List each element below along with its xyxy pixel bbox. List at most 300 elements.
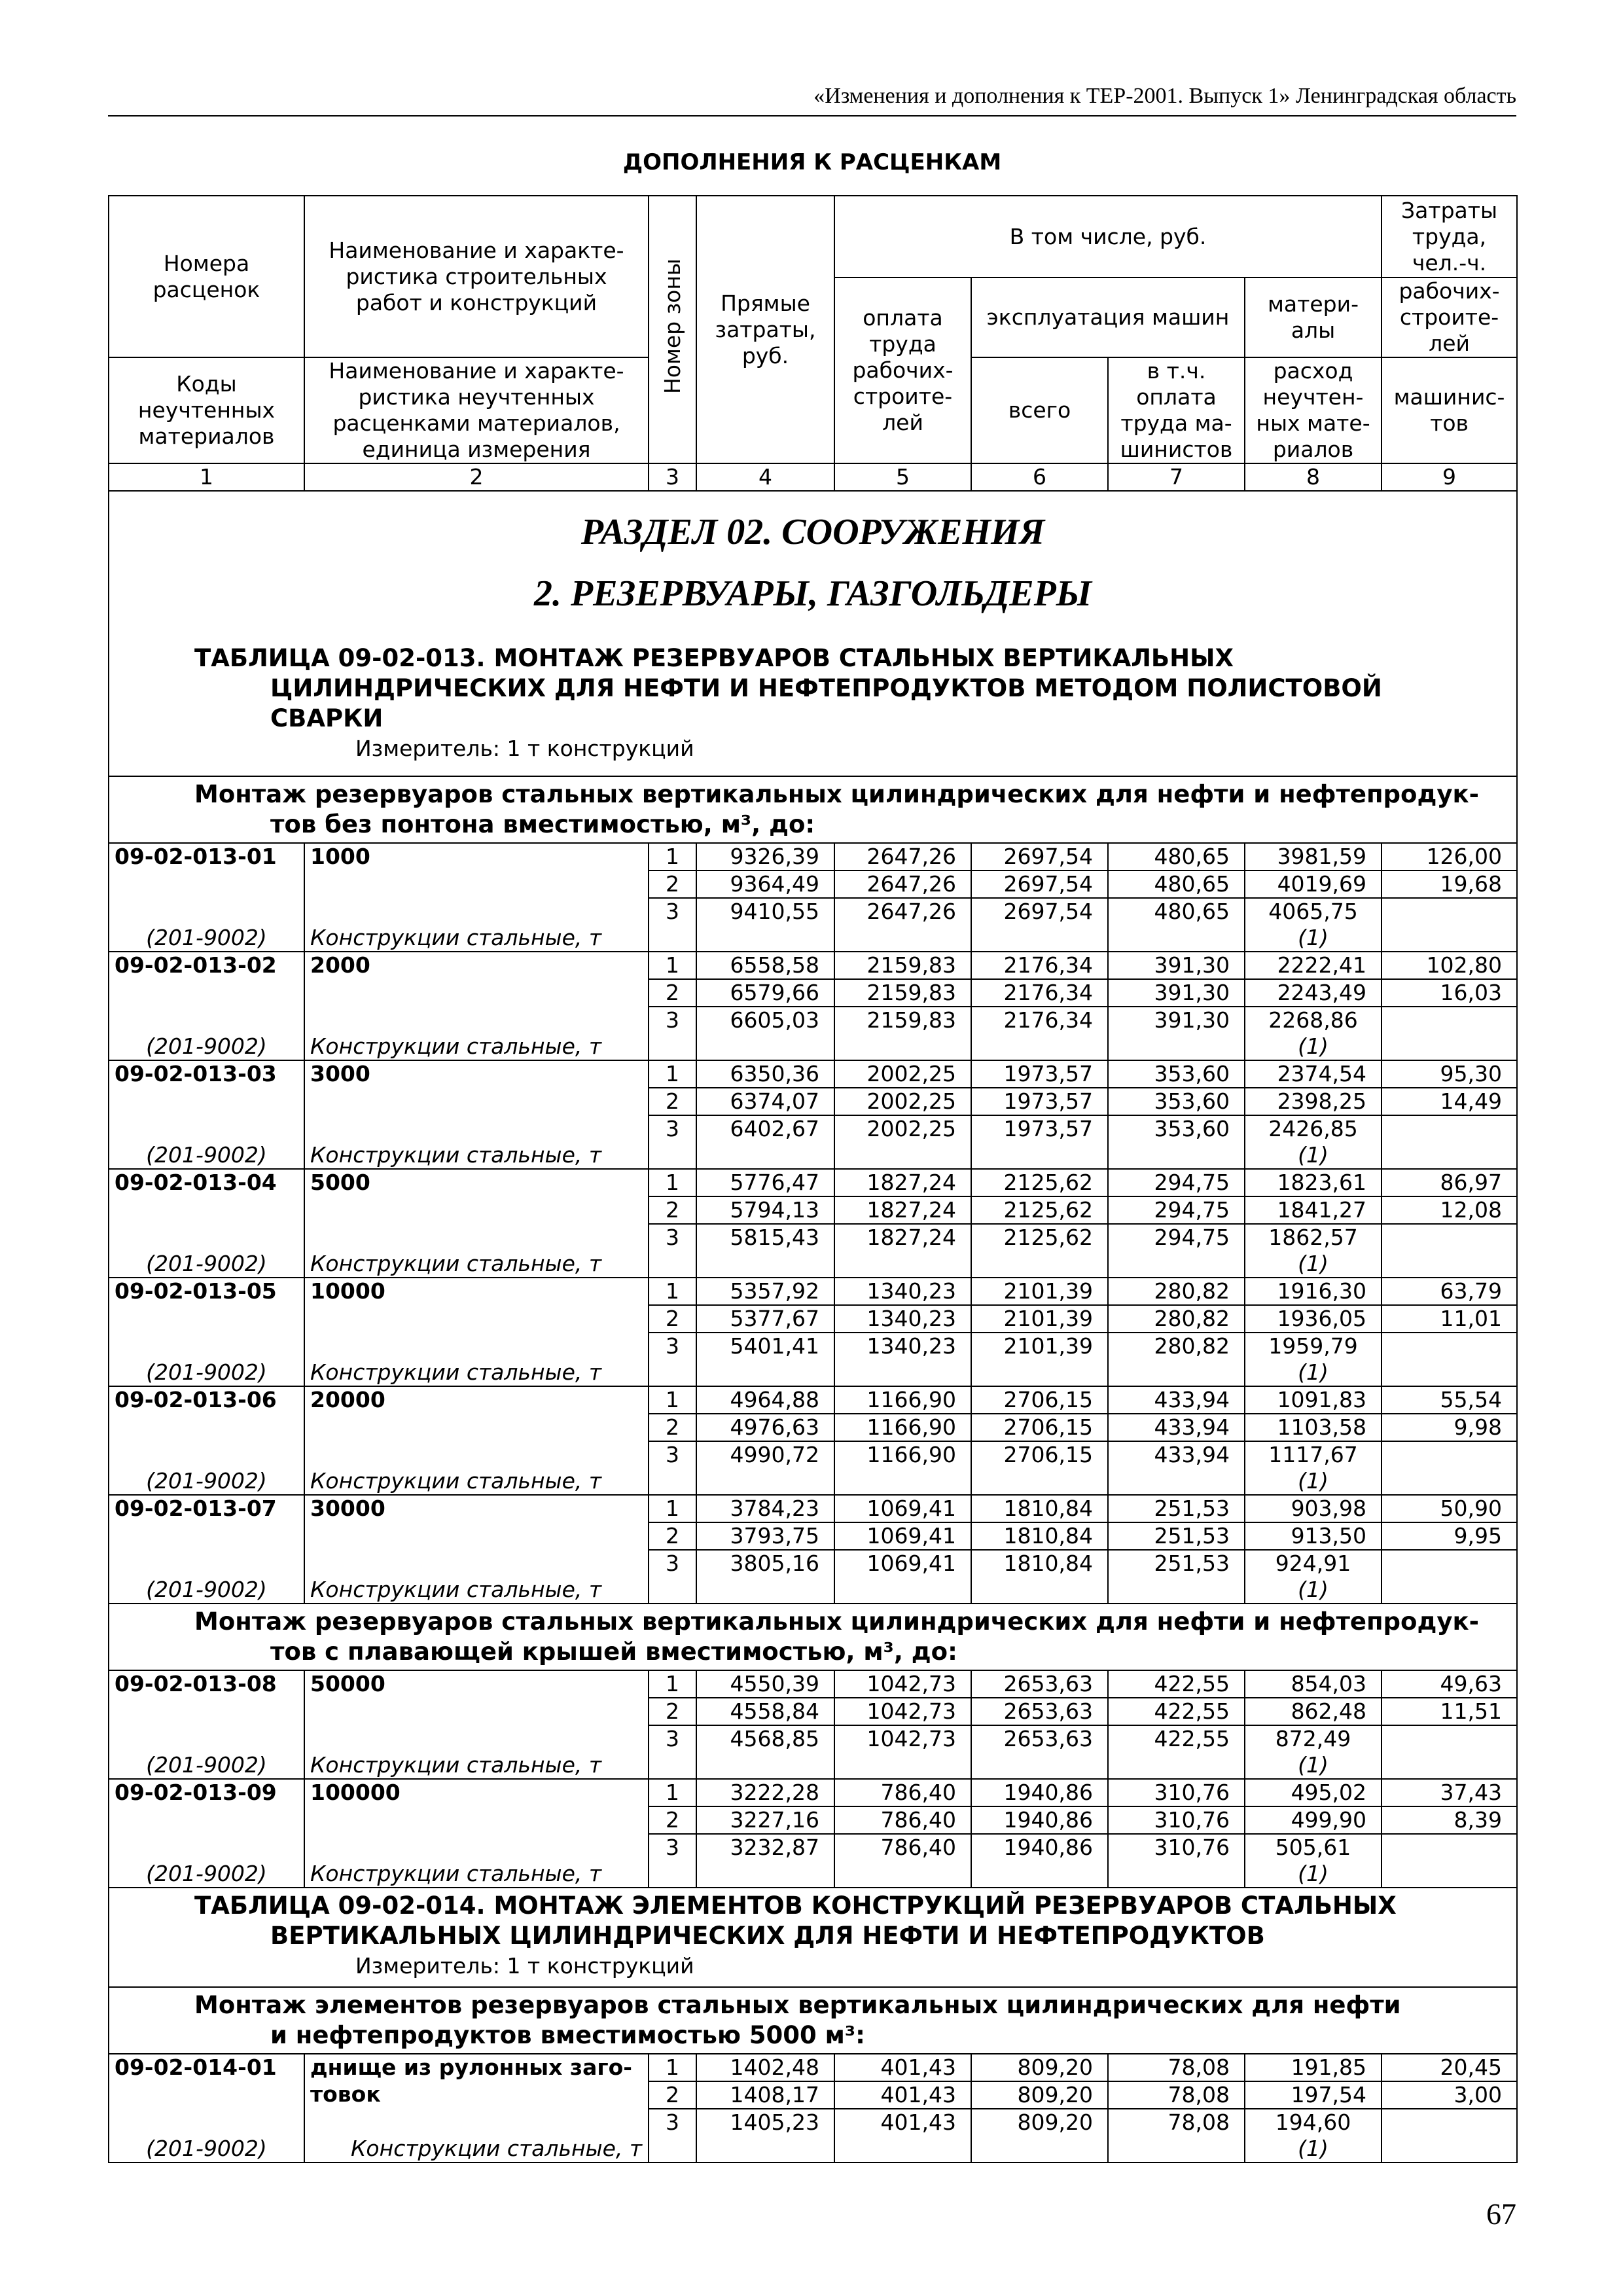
materials-value [1245,1007,1382,1060]
col-number: 4 [696,463,834,491]
zone-number: 2 [649,1196,696,1224]
subtitle1-line2: тов без понтона вместимостью, м³, до: [270,810,815,838]
rate-name-cont [304,1698,649,1725]
direct-costs-value: 9326,39 [696,843,834,870]
materials-value [1245,1834,1382,1888]
materials-value: 1841,27 [1245,1196,1382,1224]
machines-total-value: 2697,54 [971,843,1108,870]
rate-code-cont [109,1806,304,1834]
table-row [109,1060,1517,1088]
machines-total-value: 1810,84 [971,1550,1108,1604]
wages-value: 1069,41 [834,1550,971,1604]
materials-value: 2374,54 [1245,1060,1382,1088]
subtitle2-line2: тов с плавающей крышей вместимостью, м³, до: [270,1638,957,1666]
machinist-wages-value: 433,94 [1108,1414,1245,1441]
rates-group-b [109,1670,1517,1888]
direct-costs-value: 6350,36 [696,1060,834,1088]
header-unaccounted-materials: расход неучтен-ных мате-риалов [1245,357,1382,463]
rates-table [108,195,1518,2163]
zone-number: 3 [649,1224,696,1278]
wages-value: 786,40 [834,1834,971,1888]
col-number: 3 [649,463,696,491]
subtitle1-row [109,776,1517,843]
zone-number: 1 [649,2054,696,2081]
machinist-wages-value: 251,53 [1108,1550,1245,1604]
rate-name: 10000 [304,1278,649,1305]
machinist-wages-value: 78,08 [1108,2109,1245,2162]
rate-code-cont [109,2081,304,2109]
page-number: 67 [1486,2197,1516,2231]
material-name: Конструкции стальные, т [304,1441,649,1495]
table2-title-line1: ТАБЛИЦА 09-02-014. МОНТАЖ ЭЛЕМЕНТОВ КОНСТРУКЦИЙ РЕЗЕРВУАРОВ СТАЛЬНЫХ [194,1892,1397,1920]
table-row [109,952,1517,979]
machinist-wages-value: 78,08 [1108,2054,1245,2081]
wages-value: 2647,26 [834,843,971,870]
machinist-wages-value: 480,65 [1108,870,1245,898]
material-code: (201-9002) [109,1333,304,1386]
rate-name: 50000 [304,1670,649,1698]
material-code: (201-9002) [109,1115,304,1169]
machines-total-value: 2101,39 [971,1333,1108,1386]
zone-number: 2 [649,979,696,1007]
direct-costs-value: 9364,49 [696,870,834,898]
table-row [109,1305,1517,1333]
labor-machinists-value [1382,1550,1517,1604]
material-name: Конструкции стальные, т [304,1550,649,1604]
header-workers: рабочих-строите-лей [1382,278,1517,357]
machines-total-value: 1940,86 [971,1834,1108,1888]
materials-value: 197,54 [1245,2081,1382,2109]
col-number: 2 [304,463,649,491]
zone-number: 1 [649,843,696,870]
materials-value: 2268,86 [1268,1007,1358,1033]
wages-value: 401,43 [834,2054,971,2081]
table2-subtitle-line2: и нефтепродуктов вместимостью 5000 м³: [270,2021,865,2049]
rate-code-cont [109,1196,304,1224]
wages-value: 1042,73 [834,1670,971,1698]
direct-costs-value: 3232,87 [696,1834,834,1888]
machinist-wages-value: 280,82 [1108,1278,1245,1305]
direct-costs-value: 5377,67 [696,1305,834,1333]
materials-value: 913,50 [1245,1522,1382,1550]
table1-title-line2: ЦИЛИНДРИЧЕСКИХ ДЛЯ НЕФТИ И НЕФТЕПРОДУКТОВ МЕТОДОМ ПОЛИСТОВОЙ [270,674,1382,702]
table-row [109,1698,1517,1725]
machinist-wages-value: 391,30 [1108,979,1245,1007]
supplement-title: ДОПОЛНЕНИЯ К РАСЦЕНКАМ [622,149,1002,175]
wages-value: 2159,83 [834,1007,971,1060]
table-row [109,1414,1517,1441]
direct-costs-value: 3793,75 [696,1522,834,1550]
wages-value: 2002,25 [834,1088,971,1115]
rate-code-cont [109,979,304,1007]
materials-value: 191,85 [1245,2054,1382,2081]
machinist-wages-value: 480,65 [1108,898,1245,952]
direct-costs-value: 5776,47 [696,1169,834,1196]
rate-name-cont [304,1806,649,1834]
zone-number: 3 [649,1115,696,1169]
table-row [109,2109,1517,2162]
materials-value: 505,61 [1275,1835,1351,1860]
materials-value: 1823,61 [1245,1169,1382,1196]
direct-costs-value: 4976,63 [696,1414,834,1441]
labor-machinists-value [1382,2109,1517,2162]
rate-name: 3000 [304,1060,649,1088]
machines-total-value: 1973,57 [971,1060,1108,1088]
labor-machinists-value [1382,1115,1517,1169]
material-name: Конструкции стальные, т [304,1333,649,1386]
rate-code-cont [109,1305,304,1333]
table-row [109,1725,1517,1779]
table-row [109,1333,1517,1386]
rate-code: 09-02-013-01 [109,843,304,870]
wages-value: 1166,90 [834,1386,971,1414]
machines-total-value: 2176,34 [971,1007,1108,1060]
material-code: (201-9002) [109,2109,304,2162]
zone-number: 3 [649,2109,696,2162]
rate-code: 09-02-013-05 [109,1278,304,1305]
header-machinists: машинис-тов [1382,357,1517,463]
labor-machinists-value: 11,51 [1382,1698,1517,1725]
machines-total-value: 2706,15 [971,1441,1108,1495]
rate-code: 09-02-013-04 [109,1169,304,1196]
wages-value: 2647,26 [834,898,971,952]
labor-machinists-value: 12,08 [1382,1196,1517,1224]
subtitle2-line1: Монтаж резервуаров стальных вертикальных цилиндрических для нефти и нефтепродук- [194,1607,1479,1636]
direct-costs-value: 4568,85 [696,1725,834,1779]
rate-name-cont [304,870,649,898]
rate-code-cont [109,870,304,898]
materials-value: 2426,85 [1268,1116,1358,1141]
direct-costs-value: 6558,58 [696,952,834,979]
materials-value: 924,91 [1275,1551,1351,1576]
materials-value [1245,898,1382,952]
materials-value: 1916,30 [1245,1278,1382,1305]
direct-costs-value: 5794,13 [696,1196,834,1224]
header-rule [108,115,1516,117]
wages-value: 1340,23 [834,1333,971,1386]
labor-machinists-value [1382,898,1517,952]
labor-workers-value: 50,90 [1382,1495,1517,1522]
materials-value: 4019,69 [1245,870,1382,898]
zone-number: 1 [649,952,696,979]
direct-costs-value: 5357,92 [696,1278,834,1305]
machines-total-value: 1973,57 [971,1115,1108,1169]
material-ref: (1) [1298,925,1329,950]
table1-title [109,643,1516,764]
wages-value: 2647,26 [834,870,971,898]
material-ref: (1) [1298,1251,1329,1276]
material-ref: (1) [1298,1142,1329,1168]
table2-subtitle [109,1987,1517,2054]
rate-code: 09-02-013-02 [109,952,304,979]
header-zone [649,196,696,463]
zone-number: 2 [649,1806,696,1834]
machinist-wages-value: 422,55 [1108,1725,1245,1779]
material-ref: (1) [1298,1752,1329,1778]
machines-total-value: 2653,63 [971,1670,1108,1698]
labor-machinists-value [1382,1333,1517,1386]
machines-total-value: 1810,84 [971,1522,1108,1550]
machinist-wages-value: 251,53 [1108,1522,1245,1550]
material-ref: (1) [1298,1861,1329,1886]
group-title: 2. РЕЗЕРВУАРЫ, ГАЗГОЛЬДЕРЫ [533,573,1092,614]
section-title: РАЗДЕЛ 02. СООРУЖЕНИЯ [580,512,1045,552]
zone-number: 2 [649,1088,696,1115]
material-name: Конструкции стальные, т [304,1115,649,1169]
materials-value: 1103,58 [1245,1414,1382,1441]
wages-value: 401,43 [834,2081,971,2109]
machinist-wages-value: 422,55 [1108,1698,1245,1725]
table-row [109,2054,1517,2081]
zone-number: 2 [649,1305,696,1333]
zone-number: 1 [649,1670,696,1698]
machines-total-value: 1940,86 [971,1779,1108,1806]
col-number: 1 [109,463,304,491]
zone-number: 2 [649,1414,696,1441]
materials-value: 2398,25 [1245,1088,1382,1115]
subtitle1 [109,776,1517,843]
table-row [109,1834,1517,1888]
section-heading-cell [109,491,1517,776]
rate-name-cont [304,1196,649,1224]
table-row [109,2081,1517,2109]
wages-value: 1069,41 [834,1522,971,1550]
machinist-wages-value: 78,08 [1108,2081,1245,2109]
machines-total-value: 2125,62 [971,1169,1108,1196]
header-rate-numbers: Номера расценок [109,196,304,357]
direct-costs-value: 9410,55 [696,898,834,952]
direct-costs-value: 3805,16 [696,1550,834,1604]
labor-machinists-value: 9,95 [1382,1522,1517,1550]
machines-total-value: 809,20 [971,2109,1108,2162]
zone-number: 3 [649,1007,696,1060]
material-name: Конструкции стальные, т [304,1834,649,1888]
materials-value: 194,60 [1275,2109,1351,2135]
col-number: 9 [1382,463,1517,491]
material-ref: (1) [1298,2136,1329,2161]
table-row [109,1196,1517,1224]
machinist-wages-value: 294,75 [1108,1196,1245,1224]
rate-name: 5000 [304,1169,649,1196]
rate-name: днище из рулонных заго- [304,2054,649,2081]
machinist-wages-value: 391,30 [1108,1007,1245,1060]
zone-number: 2 [649,2081,696,2109]
zone-number: 3 [649,1725,696,1779]
materials-value: 862,48 [1245,1698,1382,1725]
rate-name-cont [304,1305,649,1333]
materials-value: 4065,75 [1268,899,1358,924]
table-row [109,898,1517,952]
labor-workers-value: 20,45 [1382,2054,1517,2081]
zone-number: 1 [649,1779,696,1806]
wages-value: 1069,41 [834,1495,971,1522]
machines-total-value: 809,20 [971,2081,1108,2109]
zone-number: 1 [649,1060,696,1088]
header-materials: матери-алы [1245,278,1382,357]
direct-costs-value: 4550,39 [696,1670,834,1698]
wages-value: 2002,25 [834,1115,971,1169]
labor-machinists-value: 9,98 [1382,1414,1517,1441]
machinist-wages-value: 480,65 [1108,843,1245,870]
labor-workers-value: 86,97 [1382,1169,1517,1196]
table-row [109,1670,1517,1698]
labor-machinists-value [1382,1834,1517,1888]
rate-code: 09-02-013-06 [109,1386,304,1414]
wages-value: 786,40 [834,1806,971,1834]
header-machinist-wages: в т.ч. оплата труда ма-шинистов [1108,357,1245,463]
material-code: (201-9002) [109,1007,304,1060]
wages-value: 1166,90 [834,1414,971,1441]
rate-code-cont [109,1698,304,1725]
rate-name: 2000 [304,952,649,979]
rate-name: 20000 [304,1386,649,1414]
section-heading-row [109,491,1517,776]
table-row [109,1495,1517,1522]
materials-value: 854,03 [1245,1670,1382,1698]
col-number: 8 [1245,463,1382,491]
rate-name-cont [304,1088,649,1115]
wages-value: 1340,23 [834,1305,971,1333]
machinist-wages-value: 353,60 [1108,1060,1245,1088]
running-head: «Изменения и дополнения к ТЕР-2001. Выпуск 1» Ленинградская область [813,84,1516,108]
subtitle2-row [109,1604,1517,1670]
machinist-wages-value: 433,94 [1108,1441,1245,1495]
table-row [109,1386,1517,1414]
machines-total-value: 2653,63 [971,1698,1108,1725]
material-ref: (1) [1298,1359,1329,1385]
material-ref: (1) [1298,1033,1329,1059]
direct-costs-value: 3227,16 [696,1806,834,1834]
table2-heading-row [109,1888,1517,1987]
direct-costs-value: 1408,17 [696,2081,834,2109]
zone-number: 3 [649,1441,696,1495]
materials-value: 1936,05 [1245,1305,1382,1333]
machines-total-value: 2697,54 [971,898,1108,952]
rate-name-cont [304,979,649,1007]
machines-total-value: 2706,15 [971,1414,1108,1441]
machines-total-value: 2176,34 [971,979,1108,1007]
materials-value: 2243,49 [1245,979,1382,1007]
machines-total-value: 2101,39 [971,1278,1108,1305]
zone-number: 2 [649,1698,696,1725]
labor-machinists-value: 19,68 [1382,870,1517,898]
wages-value: 2159,83 [834,979,971,1007]
labor-workers-value: 55,54 [1382,1386,1517,1414]
column-number-row [109,463,1517,491]
labor-workers-value: 95,30 [1382,1060,1517,1088]
material-code: (201-9002) [109,898,304,952]
subtitle1-line1: Монтаж резервуаров стальных вертикальных цилиндрических для нефти и нефтепродук- [194,780,1479,808]
labor-machinists-value: 8,39 [1382,1806,1517,1834]
header-machine-operation: эксплуатация машин [971,278,1245,357]
machinist-wages-value: 422,55 [1108,1670,1245,1698]
wages-value: 1827,24 [834,1169,971,1196]
machines-total-value: 2125,62 [971,1224,1108,1278]
header-direct-costs: Прямые затраты, руб. [696,196,834,463]
materials-value: 1959,79 [1268,1333,1358,1359]
materials-value [1245,2109,1382,2162]
rate-name-cont: товок [304,2081,649,2109]
table-row [109,1115,1517,1169]
table-row [109,1806,1517,1834]
header-zone-label: Номер зоны [659,259,685,395]
table-row [109,843,1517,870]
labor-machinists-value: 11,01 [1382,1305,1517,1333]
direct-costs-value: 1405,23 [696,2109,834,2162]
wages-value: 1827,24 [834,1196,971,1224]
rate-code: 09-02-013-08 [109,1670,304,1698]
machinist-wages-value: 280,82 [1108,1333,1245,1386]
machinist-wages-value: 251,53 [1108,1495,1245,1522]
header-including: В том числе, руб. [834,196,1382,278]
direct-costs-value: 3784,23 [696,1495,834,1522]
direct-costs-value: 4964,88 [696,1386,834,1414]
materials-value: 499,90 [1245,1806,1382,1834]
table-row [109,1169,1517,1196]
materials-value: 1862,57 [1268,1225,1358,1250]
material-name: Конструкции стальные, т [304,898,649,952]
machinist-wages-value: 294,75 [1108,1224,1245,1278]
machinist-wages-value: 310,76 [1108,1806,1245,1834]
rates-group-c [109,2054,1517,2162]
machines-total-value: 809,20 [971,2054,1108,2081]
rate-code-cont [109,1088,304,1115]
machines-total-value: 1810,84 [971,1495,1108,1522]
machinist-wages-value: 294,75 [1108,1169,1245,1196]
rate-name: 30000 [304,1495,649,1522]
material-name: Конструкции стальные, т [304,1224,649,1278]
rate-code: 09-02-013-09 [109,1779,304,1806]
wages-value: 2159,83 [834,952,971,979]
materials-value [1245,1550,1382,1604]
material-code: (201-9002) [109,1224,304,1278]
material-ref: (1) [1298,1577,1329,1602]
header-name-top: Наименование и характе-ристика строительных работ и конструкций [304,196,649,357]
machinist-wages-value: 353,60 [1108,1088,1245,1115]
rate-name: 1000 [304,843,649,870]
table2-title [109,1888,1517,1987]
labor-machinists-value [1382,1725,1517,1779]
header-material-codes: Коды неучтенных материалов [109,357,304,463]
machinist-wages-value: 310,76 [1108,1834,1245,1888]
materials-value: 495,02 [1245,1779,1382,1806]
table-row [109,870,1517,898]
materials-value: 2222,41 [1245,952,1382,979]
wages-value: 401,43 [834,2109,971,2162]
zone-number: 2 [649,1522,696,1550]
labor-workers-value: 126,00 [1382,843,1517,870]
machinist-wages-value: 433,94 [1108,1386,1245,1414]
materials-value: 3981,59 [1245,843,1382,870]
wages-value: 1340,23 [834,1278,971,1305]
material-code: (201-9002) [109,1834,304,1888]
machinist-wages-value: 310,76 [1108,1779,1245,1806]
machines-total-value: 2176,34 [971,952,1108,979]
rate-code: 09-02-013-07 [109,1495,304,1522]
table1-title-line3: СВАРКИ [270,704,383,732]
header-total: всего [971,357,1108,463]
col-number: 5 [834,463,971,491]
table2-measure: Измеритель: 1 т конструкций [355,1953,694,1979]
labor-workers-value: 49,63 [1382,1670,1517,1698]
material-name: Конструкции стальные, т [304,1725,649,1779]
header-labor-costs: Затраты труда, чел.-ч. [1382,196,1517,278]
rate-code-cont [109,1414,304,1441]
labor-workers-value: 102,80 [1382,952,1517,979]
table-row [109,1441,1517,1495]
machinist-wages-value: 391,30 [1108,952,1245,979]
zone-number: 3 [649,1550,696,1604]
